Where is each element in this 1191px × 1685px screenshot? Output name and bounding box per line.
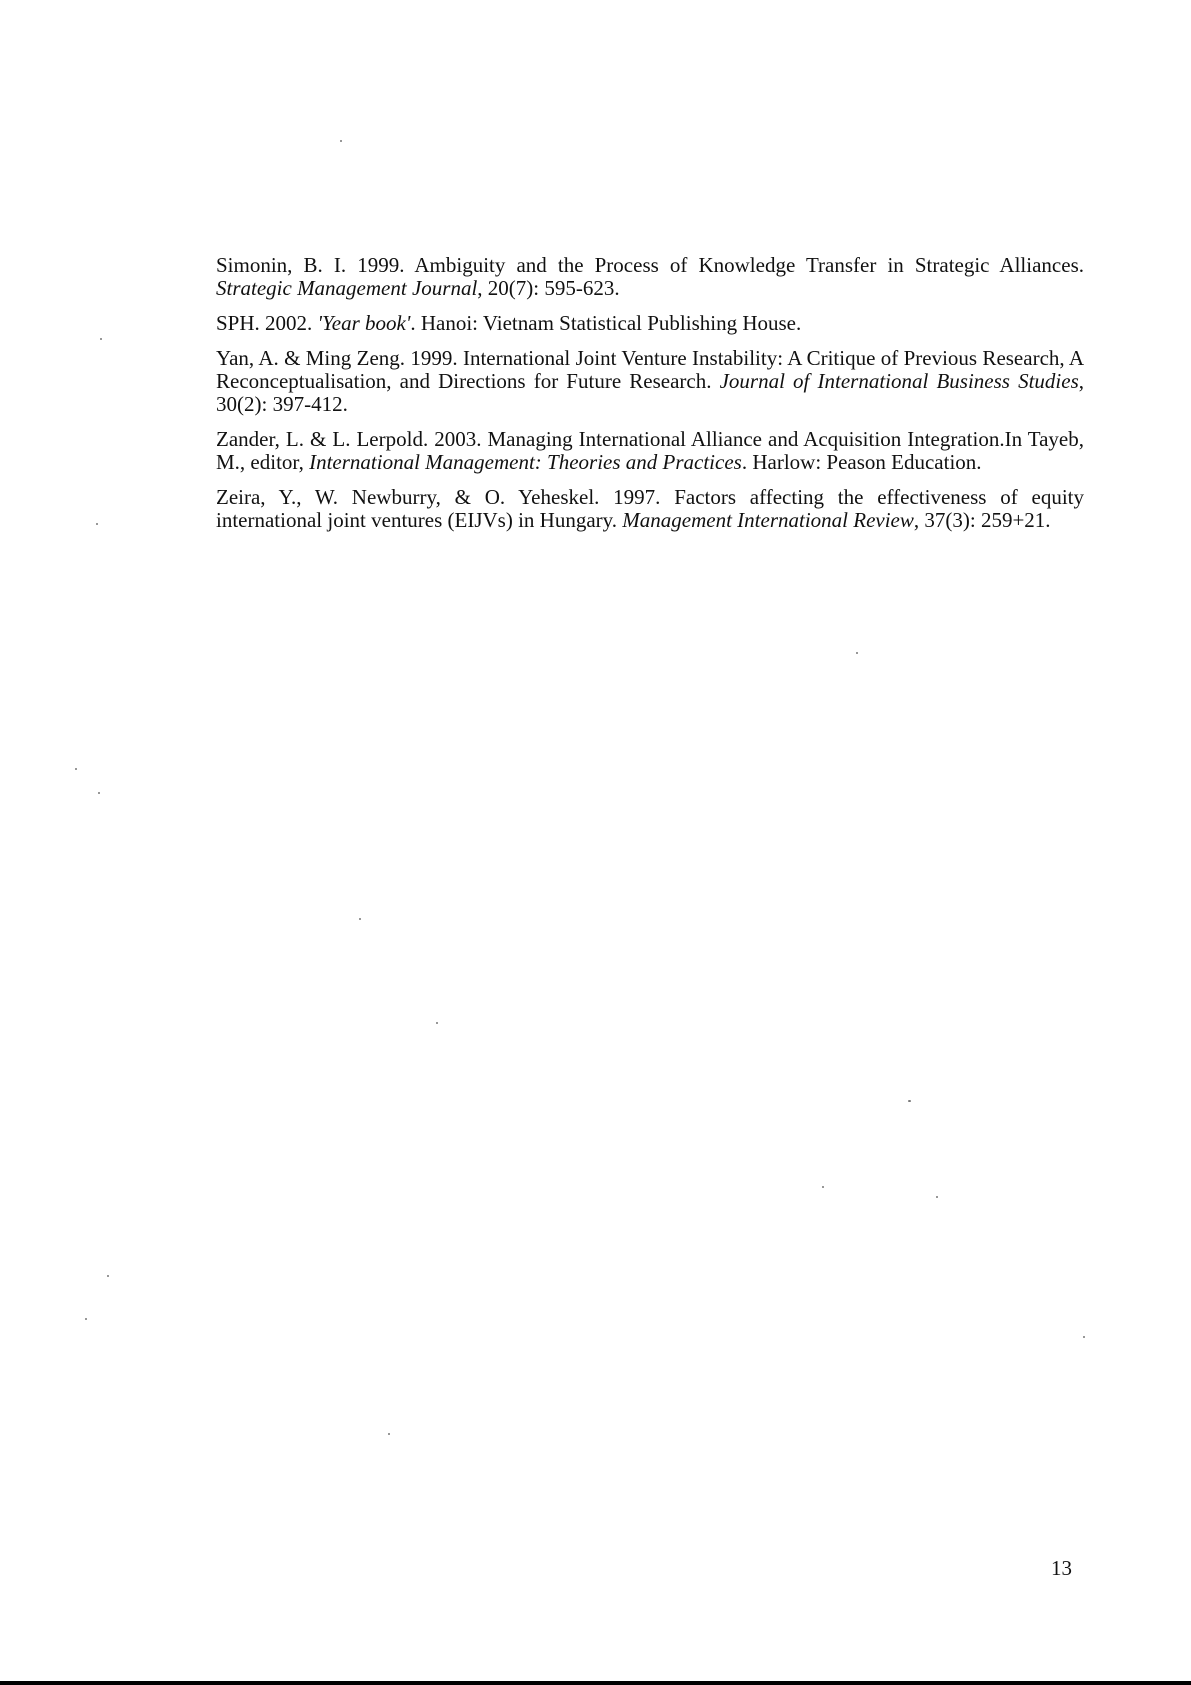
scan-speck xyxy=(908,1100,911,1102)
reference-journal-title: International Management: Theories and Practices xyxy=(309,450,742,474)
scan-speck xyxy=(936,1196,938,1198)
page-number: 13 xyxy=(1051,1556,1072,1580)
scan-speck xyxy=(359,918,361,920)
reference-entry-sph xyxy=(216,312,1084,335)
scan-speck xyxy=(388,1433,390,1435)
reference-journal-title: Journal of International Business Studies xyxy=(719,369,1079,393)
reference-text: . Hanoi: Vietnam Statistical Publishing House. xyxy=(410,311,802,335)
reference-text: . Harlow: Peason Education. xyxy=(741,450,982,474)
scan-speck xyxy=(856,652,858,654)
scan-speck xyxy=(85,1318,87,1320)
reference-list xyxy=(216,254,1084,544)
reference-journal-title: 'Year book' xyxy=(317,311,411,335)
reference-text: , 37(3): 259+21. xyxy=(913,508,1051,532)
scan-speck xyxy=(436,1022,438,1024)
scan-speck xyxy=(98,792,100,794)
reference-text: Zeira, Y., W. Newburry, & O. Yeheskel. 1997. Factors affecting the effectiveness of equity international joint ventures (EIJVs) in Hungary. xyxy=(216,485,1084,532)
reference-text: Simonin, B. I. 1999. Ambiguity and the Process of Knowledge Transfer in Strategic Alliances. xyxy=(216,253,1084,277)
scan-speck xyxy=(75,768,77,770)
reference-text: Yan, A. & Ming Zeng. 1999. International Joint Venture Instability: A Critique of Previous Research, A Reconceptualisation, and Directions for Future Research. xyxy=(216,346,1084,393)
reference-entry-yan xyxy=(216,347,1084,416)
reference-entry-zander xyxy=(216,428,1084,474)
bottom-scan-edge xyxy=(0,1681,1191,1685)
reference-text: SPH. 2002. xyxy=(216,311,318,335)
scan-speck xyxy=(96,523,98,525)
scan-speck xyxy=(822,1186,824,1188)
scan-speck xyxy=(100,338,102,340)
reference-journal-title: Strategic Management Journal xyxy=(216,276,478,300)
reference-entry-zeira xyxy=(216,486,1084,532)
reference-entry-simonin xyxy=(216,254,1084,300)
reference-journal-title: Management International Review xyxy=(622,508,914,532)
scan-speck xyxy=(1083,1336,1085,1338)
scan-speck xyxy=(340,140,342,142)
reference-text: , 20(7): 595-623. xyxy=(477,276,620,300)
reference-text: Zander, L. & L. Lerpold. 2003. Managing International Alliance and Acquisition Integration.In Tayeb, M., editor, xyxy=(216,427,1084,474)
scan-speck xyxy=(107,1275,109,1277)
reference-text: , 30(2): 397-412. xyxy=(216,369,1084,416)
